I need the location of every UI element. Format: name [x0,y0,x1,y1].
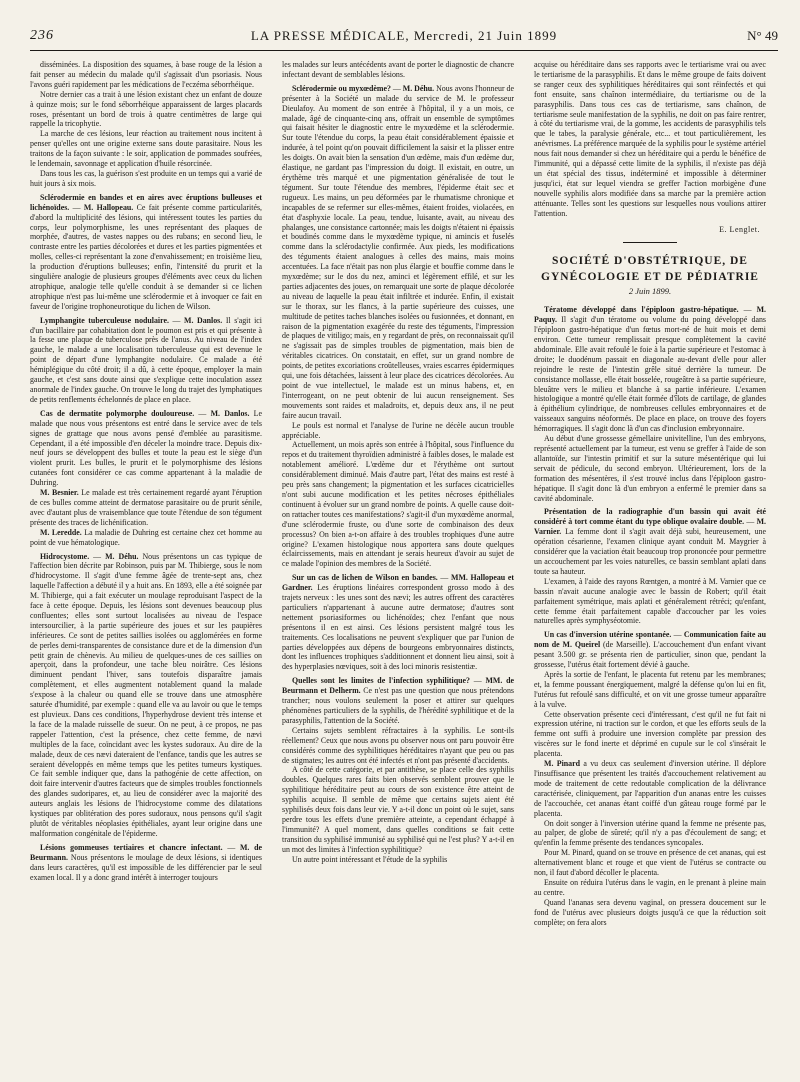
column-1 [30,60,262,882]
paragraph: Le pouls est normal et l'analyse de l'urine ne décèle aucun trouble appréciable. [282,420,514,440]
communication: Sclérodermie en bandes et en aires avec éruptions bulleuses et lichénoïdes. — M. Hallopeau. Ce fait présente comme particularités, d'abord la multiplicité des lésions, qui intéressent toutes les parties du corps, leur polymorphisme, les unes représentant des plaques de morphée, d'autres, de vastes nappes ou des rubans; en second lieu, le contraste entre les parties décolorées et dures et les parties pigmentées et molles, celles-ci représentant la zone d'envahissement; en troisième lieu, la production d'éruptions bulleuses; enfin, l'intensité du prurit et la singulière analogie de plusieurs groupes d'éléments avec ceux du lichen atrophique, analogie telle qu'elle conduit à se demander si ce lichen atrophique n'est pas lui-même une sclérodermie et à invoquer ce fait en faveur de l'origine trophoneurotique du lichen de Wilson. [30,192,262,311]
paragraph: La marche de ces lésions, leur réaction au traitement nous incitent à penser qu'elles ont une origine externe sans doute parasitaire. Nous les traitons de la façon suivante : le soir, application de pommades soufrées, le lendemain, savonnage et application d'huile résorcinée. [30,129,262,169]
discussion-text: La maladie de Duhring est certaine chez cet homme au point de vue hématologique. [30,527,262,547]
communication: Un cas d'inversion utérine spontanée. — Communication faite au nom de M. Queirel (de Marseille). L'accouchement d'un enfant vivant pesant 3.500 gr. se présenta rien de particulier, sinon que, pendant la grossesse, l'utérus était fortement dévié à gauche. [534,630,766,670]
section-divider [623,242,677,243]
communication-title: Cas de dermatite polymorphe douloureuse. [40,408,195,418]
discussant: M. Besnier. [40,488,79,498]
communication: Sclérodermie ou myxœdème? — M. Déhu. Nous avons l'honneur de présenter à la Société un malade du service de M. le professeur Dieulafoy. Au moment de son entrée à l'hôpital, il y a un mois, ce malade, âgé de cinquante-cinq ans, offrait un ensemble de symptômes qui faisait hésiter le diagnostic entre le myxœdème et la sclérodermie. Sur toute l'étendue du corps, la peau était considérablement épaissie et indurée, à tel point qu'on pouvait difficilement la saisir et la plisser entre les doigts. On avait bien la sensation d'un œdème, mais d'un œdème dur, élastique, ne gardant pas l'impression du doigt. Il existait, en outre, un érythème très marqué et une pigmentation généralisée de tout le tégument. Sur toute l'étendue des membres, l'épiderme était sec et rugueux. Les mains, un peu déformées par le rhumatisme chronique et incapables de se refermer sur elles-mêmes, étaient froides, violacées, en état d'asphyxie locale. La peau, tendue, luisante, avait, au niveau des phalanges, une consistance cartonnée; mais les doigts n'étaient ni épaissis et boudinés comme dans le myxœdème typique, ni amincis et fuselés comme dans la sclérodactylie confirmée. Aux pieds, les modifications des téguments étaient analogues à celles des mains, mais moins accentuées. La face n'était pas non plus élargie et bouffie comme dans le myxœdème; sur le dos du nez, aminci et légèrement effilé, et sur les parties adjacentes des joues, on remarquait une sorte de plaque décolorée au niveau de laquelle la peau était infiltrée et indurée. Enfin, il existait sur le thorax, sur les flancs, à la partie supérieure des cuisses, une multitude de petites taches blanches isolées ou fusionnées, et donnant, en raison de la pigmentation exagérée du reste des téguments, l'impression de plaques de vitiligo; mais, en y regardant de près, on reconnaissait qu'il ne s'agissait pas de simples troubles de pigmentation, mais bien de véritables cicatrices. On constatait, en effet, sur un grand nombre de points, de petites excoriations croûtelleuses, vraies escarres épidermiques qui, une fois détachées, laissent à leur place des cicatrices décolorées. Au point de vue intellectuel, le malade est un minus habens, et, en l'interrogeant, on ne peut obtenir de lui aucun renseignement. Ses mouvements sont raides et maladroits, et, depuis deux ans, il ne peut faire aucun travail. [282,83,515,420]
discussion-text: a vu deux cas seulement d'inversion utérine. Il déplore l'insuffisance que présentent les traités d'accouchement relativement au mode de traitement de cette redoutable complication de la délivrance caractérisée, cliniquement, par l'apparition d'un ananas entre les cuisses de l'accouchée, cet ananas étant coiffé d'un gâteau rouge formé par le placenta. [534,759,766,818]
communication-text: Il s'agit d'un tératome ou volume du poing développé dans l'épiploon gastro-hépatique d'un fœtus mort-né de huit mois et demi environ. Cette tumeur remplissait presque complètement la cavité abdominale. Elle avait refoulé le foie à la partie supérieure et l'estomac à droite; le duodénum passait en diagonale au-devant d'elle pour aller rejoindre le reste de l'intestin grêle situé derrière la tumeur. De consistance mollasse, elle était bosselée, rougeâtre à sa partie supérieure, bleuâtre vers le milieu et blanche à sa partie inférieure. L'examen histologique a montré qu'elle était formée d'îlots de cartilage, de glandes à épithélium cylindrique, de nombreuses cellules embryonnaires et de vaisseaux sanguins néoformés. De place en place, on trouve des foyers hémorragiques. Il s'agit donc là d'un cas d'inclusion embryonnaire. [534,315,766,434]
communication-subtitle: Communication faite au nom de M. Queirel [534,630,766,650]
communication-title: Sclérodermie en bandes et en aires avec éruptions bulleuses et lichénoïdes. [30,192,262,212]
communication: Quelles sont les limites de l'infection syphilitique? — MM. de Beurmann et Delherm. Ce n'est pas une question que nous prétendons trancher; nous voulons seulement la poser et attirer sur quelques phénomènes particuliers de la syphilis, de l'hérédité syphilitique et de la parasyphilis, l'attention de la Société. [282,676,515,725]
communication: Lésions gommeuses tertiaires et chancre infectant. — M. de Beurmann. Nous présentons le moulage de deux lésions, si identiques dans leurs caractères, qu'il est impossible de les différencier par le seul examen local. Il y a donc grand intérêt à interroger toujours [30,842,262,882]
paragraph: A côté de cette catégorie, et par antithèse, se place celle des syphilis doubles. Quelques rares faits bien observés semblent prouver que le syphilitique héréditaire peut au cours de son existence être atteint de syphilis acquise. Il semble de même que certains sujets aient été syphilisés deux fois dans leur vie. Y a-t-il donc un point où le sujet, sans perdre tous les effets d'une première atteinte, a cependant échappé à l'immunité? A quel moment, dans quelles conditions se fait cette transition du syphilisé immunisé au syphilisé qui ne l'est plus? Y a-t-il en un mot des limites à l'infection syphilitique? [282,765,514,854]
paragraph: Cette observation présente ceci d'intéressant, c'est qu'il ne fut fait ni expression utérine, ni traction sur le cordon, et que les efforts seuls de la femme ont suffi à produire une inversion complète par pression des viscères sur le fond inerte et déprimé en cupule sur le col s'insérait le placenta. [534,709,766,759]
communication-author: M. Déhu. [105,551,139,561]
discussion [30,488,262,528]
discussion [534,759,766,818]
discussion-text: Le malade est très certainement regardé ayant l'éruption de ces bulles comme atteint de dermatose parasitaire ou de prurit sénile, avec d'autant plus de vraisemblance que toute l'étendue de son tégument présente des traces de lichénification. [30,488,262,527]
paragraph: On doit songer à l'inversion utérine quand la femme ne présente pas, au palper, de globe de sûreté; qu'il n'y a pas d'écoulement de sang; et qu'enfin la femme présente des tendances syncopales. [534,818,766,848]
paragraph: Après la sortie de l'enfant, le placenta fut retenu par les membranes; et, la femme poussant énergiquement, malgré la défense qu'on lui en fit, l'utérus fut refoulé sans difficulté, et on vit une grosse tumeur apparaître à la vulve. [534,669,766,709]
communication-author: MM. de Beurmann et Delherm. [282,676,514,696]
column-3 [534,60,766,928]
running-header [30,24,778,51]
communication: Tératome développé dans l'épiploon gastro-hépatique. — M. Paquy. Il s'agit d'un tératome ou volume du poing développé dans l'épiploon gastro-hépatique d'un fœtus mort-né de huit mois et demi environ. Cette tumeur remplissait presque complètement la cavité abdominale. Elle avait refoulé le foie à la partie supérieure et l'estomac à droite; le duodénum passait en diagonale au-devant d'elle pour aller rejoindre le reste de l'intestin grêle situé derrière la tumeur. De consistance mollasse, elle était bosselée, rougeâtre à sa partie supérieure, bleuâtre vers le milieu et blanche à sa partie inférieure. L'examen histologique a montré qu'elle était formée d'îlots de cartilage, de glandes à épithélium cylindrique, de nombreuses cellules embryonnaires et de vaisseaux sanguins néoformés. De place en place, on trouve des foyers hémorragiques. Il s'agit donc là d'un cas d'inclusion embryonnaire. [534,305,766,434]
communication-author: M. Déhu. [402,83,435,93]
issue-number: N° 49 [747,28,778,43]
communication-title: Quelles sont les limites de l'infection syphilitique? [292,676,470,686]
communication-place: (de Marseille). [603,640,651,650]
session-date: 2 Juin 1899. [628,286,672,297]
communication-title: Lymphangite tuberculeuse nodulaire. [40,315,169,325]
communication-text: Nous présentons le moulage de deux lésions, si identiques dans leurs caractères, qu'il est impossible de les différencier par le seul examen local. Il y a donc grand intérêt à interroger toujours [30,852,262,882]
journal-title: LA PRESSE MÉDICALE, Mercredi, 21 Juin 1899 [250,28,558,43]
communication-author: MM. Hallopeau et Gardner. [282,573,514,593]
author-signature: E. Lenglet. [719,224,760,234]
paragraph: Certains sujets semblent réfractaires à la syphilis. Le sont-ils réellement? Ceux que nous avons pu observer nous ont paru pouvoir être considérés comme des syphilitiques héréditaires n'ayant que peu ou pas de stigmates; les autres ont été infectés et n'ont pas présenté d'accidents. [282,725,514,765]
communication-author: M. Paquy. [534,305,766,325]
column-2 [282,60,514,865]
communication: Hidrocystome. — M. Déhu. Nous présentons un cas typique de l'affection bien décrite par Robinson, puis par M. Thibierge, sous le nom d'hidrocystome. Il s'agit d'une femme âgée de trente-sept ans, chez laquelle l'affection a débuté il y a huit ans. En 1893, elle a été soignée par M. Thibierge, qui a fait exécuter un moulage reproduisant l'aspect de la face à cette époque. Depuis, les lésions sont devenues beaucoup plus confluentes; elles sont surtout localisées au niveau de l'espace intersourcilier, à la partie supérieure des joues et sur les paupières inférieures. Ce sont de petites saillies isolées ou agglomérées en forme de perles demi-transparentes de consistance dure et de la dimension d'un petit grain de chènevis. Au milieu de quelques-unes de ces saillies on aperçoit, dans la profondeur, une tache bleu noirâtre. Ces lésions diminuent pendant l'hiver, sans toutefois disparaître jamais complètement, et elles augmentent notablement quand la malade s'expose à la chaleur ou quand elle se trouve dans une atmosphère saturée d'humidité, par exemple : quand elle va au lavoir ou que le temps est pluvieux. Dans ces conditions, l'hyperhydrose devient très intense et la face de la malade ruisselle de sueur. On ne peut, à ce propos, ne pas rappeler l'attention, c'est la présence, chez cette femme, de nævi multiples de la face, coïncidant avec les kystes sudoraux. Au dire de la malade, deux de ces nævi dateraient de l'enfance, tandis que les autres se seraient développés en même temps que les petites tumeurs kystiques. Ce fait semble indiquer que, dans la pathogénie de cette affection, on doit faire intervenir d'autres facteurs que de simples troubles fonctionnels des glandes sudoripares, et, au lieu de considérer avec la majorité des auteurs anglais les lésions de l'hidrocystome comme des dilatations kystiques par oblitération des pores sudoraux, nous pensons qu'il s'agit plutôt de véritables néoplasies épithéliales, ayant leur origine dans une malformation congénitale de l'épiderme. [30,551,263,838]
discussion [30,528,262,548]
paragraph: Actuellement, un mois après son entrée à l'hôpital, sous l'influence du repos et du traitement thyroïdien administré à faibles doses, le malade est notablement amélioré. L'œdème dur et l'érythème ont surtout considérablement diminué. Mais d'autre part, l'état des mains est resté à peu près sans changement; la pigmentation et les surfaces cicatricielles n'ont subi aucune modification et les petites nécroses épithéliales continuent à évoluer sur un grand nombre de points. A quelle cause doit-on rattacher toutes ces manifestations? s'agit-il d'un myxœdème anormal, d'une sclérodermie fruste, ou d'une sorte de combinaison des deux processus? On bien a-t-on affaire à des troubles trophiques d'une autre origine? L'examen histologique nous apportera sans doute quelques éclaircissements, mais en attendant je serais heureux d'avoir au sujet de ce malade l'opinion des membres de la Société. [282,440,514,569]
communication-text: Nous avons l'honneur de présenter à la Société un malade du service de M. le professeur Dieulafoy. Au moment de son entrée à l'hôpital, il y a un mois, ce malade, âgé de cinquante-cinq ans, offrait un ensemble de symptômes qui faisait hésiter le diagnostic entre le myxœdème et la sclérodermie. Sur toute l'étendue du corps, la peau était considérablement épaissie et indurée, à tel point qu'on pouvait difficilement la saisir et la plisser entre les doigts. On avait bien la sensation d'un œdème, mais d'un œdème dur, élastique, ne gardant pas l'impression du doigt. Il existait, en outre, un érythème très marqué et une pigmentation généralisée de tout le tégument. Sur toute l'étendue des membres, l'épiderme était sec et rugueux. Les mains, un peu déformées par le rhumatisme chronique et incapables de se refermer sur elles-mêmes, étaient froides, violacées, en état d'asphyxie locale. La peau, tendue, luisante, avait, au niveau des phalanges, une consistance cartonnée; mais les doigts n'étaient ni épaissis et boudinés comme dans le myxœdème typique, ni amincis et fuselés comme dans la sclérodactylie confirmée. Aux pieds, les modifications des téguments étaient analogues à celles des mains, mais moins accentuées. La face n'était pas non plus élargie et bouffie comme dans le myxœdème; sur le dos du nez, aminci et légèrement effilé, et sur les parties adjacentes des joues, on remarquait une sorte de plaque décolorée au niveau de laquelle la peau était infiltrée et indurée. Enfin, il existait sur le thorax, sur les flancs, à la partie supérieure des cuisses, une multitude de petites taches blanches isolées ou fusionnées, et donnant, en raison de la pigmentation exagérée du reste des téguments, l'impression de plaques de vitiligo; mais, en y regardant de près, on reconnaissait qu'il ne s'agissait pas de simples troubles de pigmentation, mais bien de véritables cicatrices. On constatait, en effet, sur un grand nombre de points, de petites excoriations croûtelleuses, vraies escarres épidermiques qui, une fois détachées, laissent à leur place des cicatrices décolorées. Au point de vue intellectuel, le malade est un minus habens, et, en l'interrogeant, on ne peut obtenir de lui aucun renseignement. Ses mouvements sont raides et maladroits, et, depuis deux ans, il ne peut faire aucun travail. [282,83,515,420]
communication-author: M. Danlos. [184,315,223,325]
communication-text: La femme dont il s'agit avait déjà subi, heureusement, une opération césarienne, l'examen clinique ayant conduit M. Maygrier à considérer que la vaciation était beaucoup trop prononcée pour permettre un accouchement par les voies naturelles, ce bassin semblant aplati dans toute sa hauteur. [534,527,766,576]
communication-text: Les éruptions linéaires correspondent grosso modo à des trajets nerveux : les unes sont des nævi; les autres offrent des caractères particuliers n'appartenant à aucune autre dermatose; d'autres sont nettement psoriasiformes ou lichénoïdes; chez l'enfant que nous présentons il en est ainsi. Ces lésions persistent malgré tous les traitements. Ces localisations ne peuvent s'expliquer que par l'union de parties développées aux dépens de bourgeons embryonnaires distincts, dont les influences trophiques s'additionnent et donnent lieu ainsi, soit à des hyperplasies nœviques, soit à des loci minoris resistentiæ. [282,583,514,672]
paragraph: les malades sur leurs antécédents avant de porter le diagnostic de chancre infectant devant de semblables lésions. [282,60,514,79]
communication-text: Il s'agit ici d'un bacillaire par cohabitation dont le poumon est pris et qui présente à la fesse une plaque de tuberculose près de l'anus. Au niveau de l'index gauche, le malade a une localisation tuberculeuse qui est devenue le point de départ d'une lymphangite nodulaire. Ce malade a été hémiplégique du côté droit; il a dû, à cette époque, employer la main gauche, et c'est sans doute ainsi que s'explique cette inoculation assez anormale de l'index gauche. On trouve le long du trajet des lymphatiques de petits renflements échelonnés de place en place. [30,315,262,404]
communication-text: L'accouchement d'un enfant vivant pesant 3.500 gr. se présenta rien de particulier, sinon que, pendant la grossesse, l'utérus était fortement dévié à gauche. [534,640,766,670]
communication-title: Présentation de la radiographie d'un bassin qui avait été considéré à tort comme étant du type oblique ovalaire double. [534,507,766,527]
communication-text: Nous présentons un cas typique de l'affection bien décrite par Robinson, puis par M. Thibierge, sous le nom d'hidrocystome. Il s'agit d'une femme âgée de trente-sept ans, chez laquelle l'affection a débuté il y a huit ans. En 1893, elle a été soignée par M. Thibierge, qui a fait exécuter un moulage reproduisant l'aspect de la face à cette époque. Depuis, les lésions sont devenues beaucoup plus confluentes; elles sont surtout localisées au niveau de l'espace intersourcilier, à la partie supérieure des joues et sur les paupières inférieures. Ce sont de petites saillies isolées ou agglomérées en forme de perles demi-transparentes de consistance dure et de la dimension d'un petit grain de chènevis. Au milieu de quelques-unes de ces saillies on aperçoit, dans la profondeur, une tache bleu noirâtre. Ces lésions diminuent pendant l'hiver, sans toutefois disparaître jamais complètement, et elles augmentent notablement quand la malade s'expose à la chaleur ou quand elle se trouve dans une atmosphère saturée d'humidité, par exemple : quand elle va au lavoir ou que le temps est pluvieux. Dans ces conditions, l'hyperhydrose devient très intense et la face de la malade ruisselle de sueur. On ne peut, à ce propos, ne pas rappeler l'attention, c'est la présence, chez cette femme, de nævi multiples de la face, coïncidant avec les kystes sudoraux. Au dire de la malade, deux de ces nævi dateraient de l'enfance, tandis que les autres se seraient développés en même temps que les petites tumeurs kystiques. Ce fait semble indiquer que, dans la pathogénie de cette affection, on doit faire intervenir d'autres facteurs que de simples troubles fonctionnels des glandes sudoripares, et, au lieu de considérer avec la majorité des auteurs anglais les lésions de l'hidrocystome comme des dilatations kystiques par oblitération des pores sudoraux, nous pensons qu'il s'agit plutôt de véritables néoplasies épithéliales, ayant leur origine dans une malformation congénitale de l'épiderme. [30,551,263,838]
paragraph: L'examen, à l'aide des rayons Rœntgen, a montré à M. Varnier que ce bassin n'avait aucune analogie avec le bassin de Robert; qu'il était parfaitement symétrique, mais aplati et généralement rétréci; qu'enfant, cette femme était parfaitement capable d'accoucher par les voies naturelles après symphyséotomie. [534,576,766,626]
communication-title: Sclérodermie ou myxœdème? [292,83,391,93]
paragraph: disséminées. La disposition des squames, à base rouge de la lésion a fait penser au médecin du malade qu'il s'agissait d'un psoriasis. Nous l'avons guéri rapidement par les médications de l'eczéma séborrhéique. [30,60,262,89]
paragraph: Quand l'ananas sera devenu vaginal, on pressera doucement sur le fond de l'utérus avec plusieurs doigts jusqu'à ce que la réduction soit complète; on fera alors [534,897,766,927]
communication: Cas de dermatite polymorphe douloureuse. — M. Danlos. Le malade que nous vous présentons est entré dans le service avec de tels signes de grattage que nous avons pensé d'emblée au parasitisme. Cependant, il a été impossible d'en déceler la moindre trace. Depuis dix-neuf jours se développent des bulles et toute la peau est le siège d'un violent prurit. Les bulles, le prurit et le polymorphisme des lésions cutanées font considérer ce cas comme appartenant à la maladie de Duhring. [30,408,262,488]
communication-author: M. Danlos. [210,408,250,418]
communication-author: M. Varnier. [534,517,766,537]
communication: Présentation de la radiographie d'un bassin qui avait été considéré à tort comme étant du type oblique ovalaire double. — M. Varnier. La femme dont il s'agit avait déjà subi, heureusement, une opération césarienne, l'examen clinique ayant conduit M. Maygrier à considérer que la vaciation était beaucoup trop prononcée pour permettre un accouchement par les voies naturelles, ce bassin semblant aplati dans toute sa hauteur. [534,507,766,576]
discussant: M. Pinard [544,759,580,769]
page-number: 236 [30,28,54,43]
paragraph: Pour M. Pinard, quand on se trouve en présence de cet ananas, qui est alternativement blanc et rouge et que vient de l'utérus se contracte ou non, il faut d'abord décoller le placenta. [534,848,766,878]
society-heading: SOCIÉTÉ D'OBSTÉTRIQUE, DE GYNÉCOLOGIE ET DE PÉDIATRIE [541,255,759,284]
communication-title: Tératome développé dans l'épiploon gastro-hépatique. [544,305,739,315]
communication-author: M. Hallopeau. [83,202,134,212]
communication-title: Un cas d'inversion utérine spontanée. [544,630,672,640]
paragraph: Au début d'une grossesse gémellaire univitelline, l'un des embryons, représenté actuellement par la tumeur, est venu se greffer à l'aide de son allantoïde, sur l'intestin primitif et sur la suture mésentérique qui lui servait de pédicule, du second embryon. Ultérieurement, lors de la formation des mésentères, il s'est trouvé inclus dans l'épiploon gastro-hépatique. Il s'agit donc là d'un embryon a enfermé le premier dans sa cavité abdominale. [534,434,766,503]
communication-title: Hidrocystome. [40,551,90,561]
communication-text: Le malade que nous vous présentons est entré dans le service avec de tels signes de grattage que nous avons pensé d'emblée au parasitisme. Cependant, il a été impossible d'en déceler la moindre trace. Depuis dix-neuf jours se développent des bulles et toute la peau est le siège d'un violent prurit. Les bulles, le prurit et le polymorphisme des lésions cutanées font considérer ce cas comme appartenant à la maladie de Duhring. [30,408,262,488]
paragraph: acquise ou héréditaire dans ses rapports avec le tertiarisme vrai ou avec le tertiarisme de la parasyphilis. Et dans le même groupe de faits doivent se ranger ceux des syphilitiques héréditaires qui sont réinfectés et qui font ensuite, sans chaînon intermédiaire, du tertiarisme ou de la parasyphilis. Dans tous ces cas de tertiarisme, sans chaînon, de tertiarisme seule manifestation de la syphilis, ne doit on pas faire rentrer, à côté du tertiarisme vrai, de la gomme, les accidents de parasyphilis tels que le tabes, la paralysie générale, etc... et tout particulièrement, les anévrismes. La préférence marquée de la syphilis pour le système artériel nous fait nous demander si chez un héréditaire qui a perdu le bénéfice de l'immunité, qui a dépassé cette limite de la syphilis, il n'existe pas déjà un état spécial des tissus, indéterminé et impossible à déterminer jusqu'ici, état sur lequel viendra se greffer l'action morbigène d'une nouvelle syphilis alors modifiée dans sa marche par la première action atténuante. Telles sont les questions sur lesquelles nous voulions attirer l'attention. [534,60,766,218]
communication-text: Ce n'est pas une question que nous prétendons trancher; nous voulons seulement la poser et attirer sur quelques phénomènes particuliers de la syphilis, de l'hérédité syphilitique et de la parasyphilis, l'attention de la Société. [282,686,515,725]
communication-author: M. de Beurmann. [30,842,262,862]
communication: Sur un cas de lichen de Wilson en bandes. — MM. Hallopeau et Gardner. Les éruptions linéaires correspondent grosso modo à des trajets nerveux : les unes sont des nævi; les autres offrent des caractères particuliers n'appartenant à aucune autre dermatose; d'autres sont nettement psoriasiformes ou lichénoïdes; chez l'enfant que nous présentons il en est ainsi. Ces lésions persistent malgré tous les traitements. Ces localisations ne peuvent s'expliquer que par l'union de parties développées aux dépens de bourgeons embryonnaires distincts, dont les influences trophiques s'additionnent et donnent lieu ainsi, soit à des hyperplasies nœviques, soit à des loci minoris resistentiæ. [282,573,514,672]
communication: Lymphangite tuberculeuse nodulaire. — M. Danlos. Il s'agit ici d'un bacillaire par cohabitation dont le poumon est pris et qui présente à la fesse une plaque de tuberculose près de l'anus. Au niveau de l'index gauche, le malade a une localisation tuberculeuse qui est devenue le point de départ d'une lymphangite nodulaire. Ce malade a été hémiplégique du côté droit; il a dû, à cette époque, employer la main gauche, et c'est sans doute ainsi que s'explique cette inoculation assez anormale de l'index gauche. On trouve le long du trajet des lymphatiques de petits renflements échelonnés de place en place. [30,315,262,404]
communication-text: Ce fait présente comme particularités, d'abord la multiplicité des lésions, qui intéressent toutes les parties du corps, leur polymorphisme, les unes représentant des plaques de morphée, d'autres, de vastes nappes ou des rubans; en second lieu, le contraste entre les parties décolorées et dures et les parties pigmentées et molles, celles-ci représentant la zone d'envahissement; en troisième lieu, la production d'éruptions bulleuses; enfin, l'intensité du prurit et la singulière analogie de plusieurs groupes d'éléments avec ceux du lichen atrophique, analogie telle qu'elle conduit à se demander si ce lichen atrophique n'est pas lui-même une sclérodermie et à invoquer ce fait en faveur de l'origine trophoneurotique du lichen de Wilson. [30,202,262,311]
communication-title: Lésions gommeuses tertiaires et chancre infectant. [40,842,223,852]
communication-title: Sur un cas de lichen de Wilson en bandes. [292,573,438,583]
paragraph: Dans tous les cas, la guérison s'est produite en un temps qui a varié de huit jours à six mois. [30,168,262,188]
paragraph: Notre dernier cas a trait à une lésion existant chez un enfant de douze à quinze mois; sur le fond séborrhéique apparaissent de larges placards roses, présentant un bord de trois à quatre centimètres de large qui rappelle la tricophytie. [30,89,262,129]
paragraph: Un autre point intéressant et l'étude de la syphilis [292,854,448,864]
paragraph: Ensuite on réduira l'utérus dans le vagin, en le prenant à pleine main au centre. [534,877,766,897]
discussant: M. Leredde. [40,527,82,537]
